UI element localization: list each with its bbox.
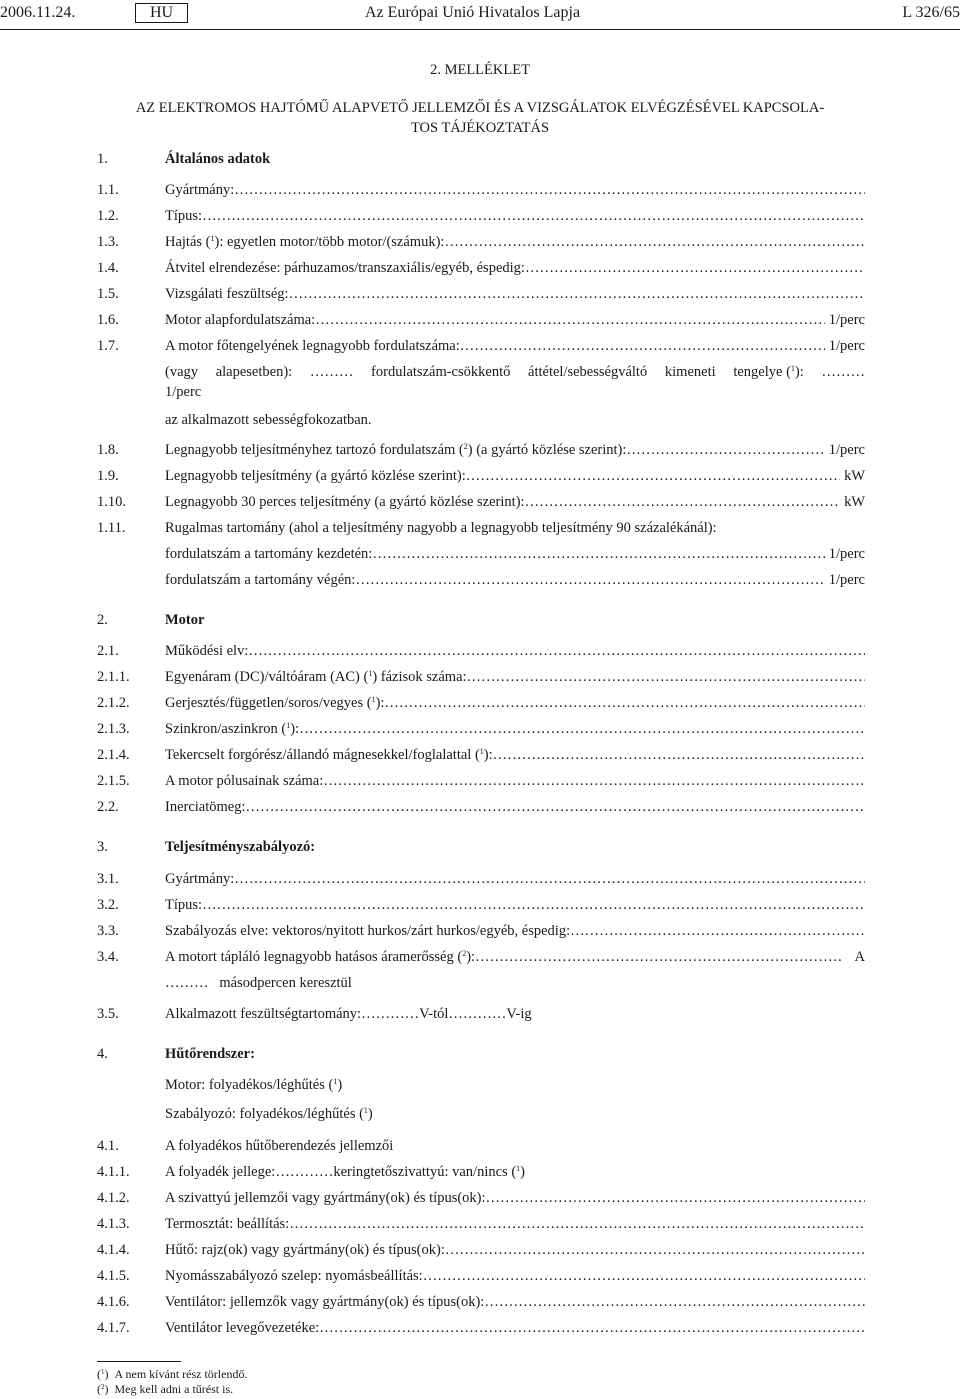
item-1-4: 1.4. Átvitel elrendezése: párhuzamos/transzaxiális/egyéb, éspedig: …………………………………………………………………………………………………………………………………………………………………………………………………………………………………………………………………… (97, 260, 865, 280)
regulator-cooling: Szabályozó: folyadékos/léghűtés ($^1$) (165, 1106, 373, 1122)
fill-dots (248, 643, 865, 660)
section-title: Általános adatok (165, 151, 271, 167)
document-title-line1: AZ ELEKTROMOS HAJTÓMŰ ALAPVETŐ JELLEMZŐI ÉS A VIZSGÁLATOK ELVÉGZÉSÉVEL KAPCSOLA- (135, 100, 825, 116)
item-4-1-5: 4.1.5. Nyomásszabályozó szelep: nyomásbeállítás: …………………………………………………………………………………………………………………………………………………………………………………………………………………………………………………………………… (97, 1268, 865, 1288)
fill-dots (486, 1190, 865, 1207)
item-4-1-3: 4.1.3. Termosztát: beállítás: …………………………………………………………………………………………………………………………………………………………………………………………………………………………………………………………………… (97, 1216, 865, 1236)
document-title-line2: TOS TÁJÉKOZTATÁS (410, 120, 550, 136)
item-2-1-3: 2.1.3. Szinkron/aszinkron ($^1$): …………………………………………………………………………………………………………………………………………………………………………………………………………………………………………………………………… (97, 721, 865, 741)
fill-dots (319, 1320, 865, 1337)
item-1-10: 1.10. Legnagyobb 30 perces teljesítmény (a gyártó közlése szerint): …………………………………………………………………………………………………………………………………………………………………………………………………………………………………………………………………… kW (97, 494, 865, 514)
section-title: Teljesítményszabályozó: (165, 839, 316, 855)
item-1-2: 1.2. Típus: …………………………………………………………………………………………………………………………………………………………………………………………………………………………………………………………………… (97, 208, 865, 228)
fill-dots (384, 695, 865, 712)
fill-dots (355, 572, 824, 589)
fill-dots (445, 1242, 865, 1259)
fill-dots (299, 721, 865, 738)
fill-dots (525, 494, 841, 511)
item-2-1-5: 2.1.5. A motor pólusainak száma: …………………………………………………………………………………………………………………………………………………………………………………………………………………………………………………………………… (97, 773, 865, 793)
footnote-2: ($^2$) Meg kell adni a tűrést is. (97, 1382, 234, 1396)
fill-dots (467, 669, 865, 686)
fill-dots (323, 773, 865, 790)
item-1-8: 1.8. Legnagyobb teljesítményhez tartozó fordulatszám ($^2$) (a gyártó közlése szerint): …………………………………………………………………………………………………………………………………………………………………………………………………………………………………………………………………… 1/perc (97, 442, 865, 462)
item-3-3: 3.3. Szabályozás elve: vektoros/nyitott hurkos/zárt hurkos/egyéb, éspedig: …………………………………………………………………………………………………………………………………………………………………………………………………………………………………………………………………… (97, 923, 865, 943)
item-1-1: 1.1. Gyártmány: …………………………………………………………………………………………………………………………………………………………………………………………………………………………………………………………………… (97, 182, 865, 202)
fill-dots (234, 182, 865, 199)
fill-dots (525, 260, 865, 277)
item-1-5: 1.5. Vizsgálati feszültség: …………………………………………………………………………………………………………………………………………………………………………………………………………………………………………………………………… (97, 286, 865, 306)
footnote-1: ($^1$) A nem kívánt rész törlendő. (97, 1367, 248, 1381)
item-4-1: 4.1. A folyadékos hűtőberendezés jellemzői (97, 1138, 394, 1154)
item-1-3: 1.3. Hajtás ($^1$): egyetlen motor/több motor/(számuk): …………………………………………………………………………………………………………………………………………………………………………………………………………………………………………………………………… (97, 234, 865, 254)
footnote-rule (97, 1361, 181, 1362)
item-3-1: 3.1. Gyártmány: …………………………………………………………………………………………………………………………………………………………………………………………………………………………………………………………………… (97, 871, 865, 891)
item-2-1: 2.1. Működési elv: …………………………………………………………………………………………………………………………………………………………………………………………………………………………………………………………………… (97, 643, 865, 663)
fill-dots (484, 1294, 865, 1311)
fill-dots (202, 208, 865, 225)
item-1-11-end: fordulatszám a tartomány végén: …………………………………………………………………………………………………………………………………………………………………………………………………………………………………………………………………… 1/perc (97, 572, 865, 592)
item-4-1-2: 4.1.2. A szivattyú jellemzői vagy gyártmány(ok) és típus(ok): …………………………………………………………………………………………………………………………………………………………………………………………………………………………………………………………………… (97, 1190, 865, 1210)
motor-cooling: Motor: folyadékos/léghűtés ($^1$) (165, 1077, 343, 1093)
annex-number: 2. MELLÉKLET (430, 62, 530, 78)
fill-dots (234, 871, 865, 888)
item-1-9: 1.9. Legnagyobb teljesítmény (a gyártó közlése szerint): …………………………………………………………………………………………………………………………………………………………………………………………………………………………………………………………………… kW (97, 468, 865, 488)
item-1-11-start: fordulatszám a tartomány kezdetén: …………………………………………………………………………………………………………………………………………………………………………………………………………………………………………………………………… 1/perc (97, 546, 865, 566)
item-3-4-continuation: ……… másodpercen keresztül (165, 975, 352, 991)
item-3-4: 3.4. A motort tápláló legnagyobb hatásos áramerősség ($^2$): …………………………………………………………………………………………………………………………………………………………………………………………………………………………………………………………………… A (97, 949, 865, 969)
item-2-1-1: 2.1.1. Egyenáram (DC)/váltóáram (AC) ($^1$) fázisok száma: …………………………………………………………………………………………………………………………………………………………………………………………………………………………………………………………………… (97, 669, 865, 689)
item-4-1-6: 4.1.6. Ventilátor: jellemzők vagy gyártmány(ok) és típus(ok): …………………………………………………………………………………………………………………………………………………………………………………………………………………………………………………………………… (97, 1294, 865, 1314)
section-4-heading: 4. Hűtőrendszer: (97, 1046, 865, 1066)
item-4-1-1: 4.1.1. A folyadék jellege: ………… keringtetőszivattyú: van/nincs ($^1$) (97, 1164, 525, 1180)
item-1-6: 1.6. Motor alapfordulatszáma: …………………………………………………………………………………………………………………………………………………………………………………………………………………………………………………………………… 1/perc (97, 312, 865, 332)
fill-dots (626, 442, 824, 459)
item-1-7: 1.7. A motor főtengelyének legnagyobb fordulatszáma: …………………………………………………………………………………………………………………………………………………………………………………………………………………………………………………………………… 1/perc (97, 338, 865, 358)
fill-dots (570, 923, 865, 940)
item-1-7-continuation: (vagy alapesetben): ……… fordulatszám-csökkentő áttétel/sebességváltó kimeneti tengelye ($^1$): ……… (165, 364, 865, 380)
item-3-5: 3.5. Alkalmazott feszültségtartomány: ………… V-tól ………… V-ig (97, 1006, 532, 1022)
fill-dots (372, 546, 824, 563)
fill-dots (460, 338, 825, 355)
item-2-2: 2.2. Inerciatömeg: …………………………………………………………………………………………………………………………………………………………………………………………………………………………………………………………………… (97, 799, 865, 819)
section-2-heading: 2. Motor (97, 612, 865, 632)
fill-dots (202, 897, 865, 914)
item-3-2: 3.2. Típus: …………………………………………………………………………………………………………………………………………………………………………………………………………………………………………………………………… (97, 897, 865, 917)
section-title: Hűtőrendszer: (165, 1046, 255, 1062)
item-2-1-4: 2.1.4. Tekercselt forgórész/állandó mágnesekkel/foglalattal ($^1$): …………………………………………………………………………………………………………………………………………………………………………………………………………………………………………………………………… (97, 747, 865, 767)
fill-dots (493, 747, 865, 764)
item-4-1-7: 4.1.7. Ventilátor levegővezetéke: …………………………………………………………………………………………………………………………………………………………………………………………………………………………………………………………………… (97, 1320, 865, 1340)
header-date: 2006.11.24. (0, 4, 76, 21)
fill-dots (444, 234, 865, 251)
language-badge: HU (135, 3, 188, 23)
fill-dots (246, 799, 865, 816)
item-1-7-note: az alkalmazott sebességfokozatban. (165, 412, 372, 428)
fill-dots (466, 468, 840, 485)
fill-dots (289, 286, 865, 303)
item-1-11: 1.11. Rugalmas tartomány (ahol a teljesítmény nagyobb a legnagyobb teljesítmény 90 százalékánál): (97, 520, 717, 536)
fill-dots (475, 949, 840, 966)
item-4-1-4: 4.1.4. Hűtő: rajz(ok) vagy gyártmány(ok) és típus(ok): …………………………………………………………………………………………………………………………………………………………………………………………………………………………………………………………………… (97, 1242, 865, 1262)
page-number: L 326/65 (902, 4, 960, 21)
item-1-7-unit-wrap: 1/perc (165, 384, 202, 400)
fill-dots (315, 312, 825, 329)
journal-title: Az Európai Unió Hivatalos Lapja (365, 4, 581, 21)
header-rule (0, 29, 960, 30)
section-3-heading: 3. Teljesítményszabályozó: (97, 839, 865, 859)
item-2-1-2: 2.1.2. Gerjesztés/független/soros/vegyes ($^1$): …………………………………………………………………………………………………………………………………………………………………………………………………………………………………………………………………… (97, 695, 865, 715)
section-1-heading: 1. Általános adatok (97, 151, 865, 171)
fill-dots (423, 1268, 865, 1285)
fill-dots (289, 1216, 865, 1233)
section-title: Motor (165, 612, 205, 628)
